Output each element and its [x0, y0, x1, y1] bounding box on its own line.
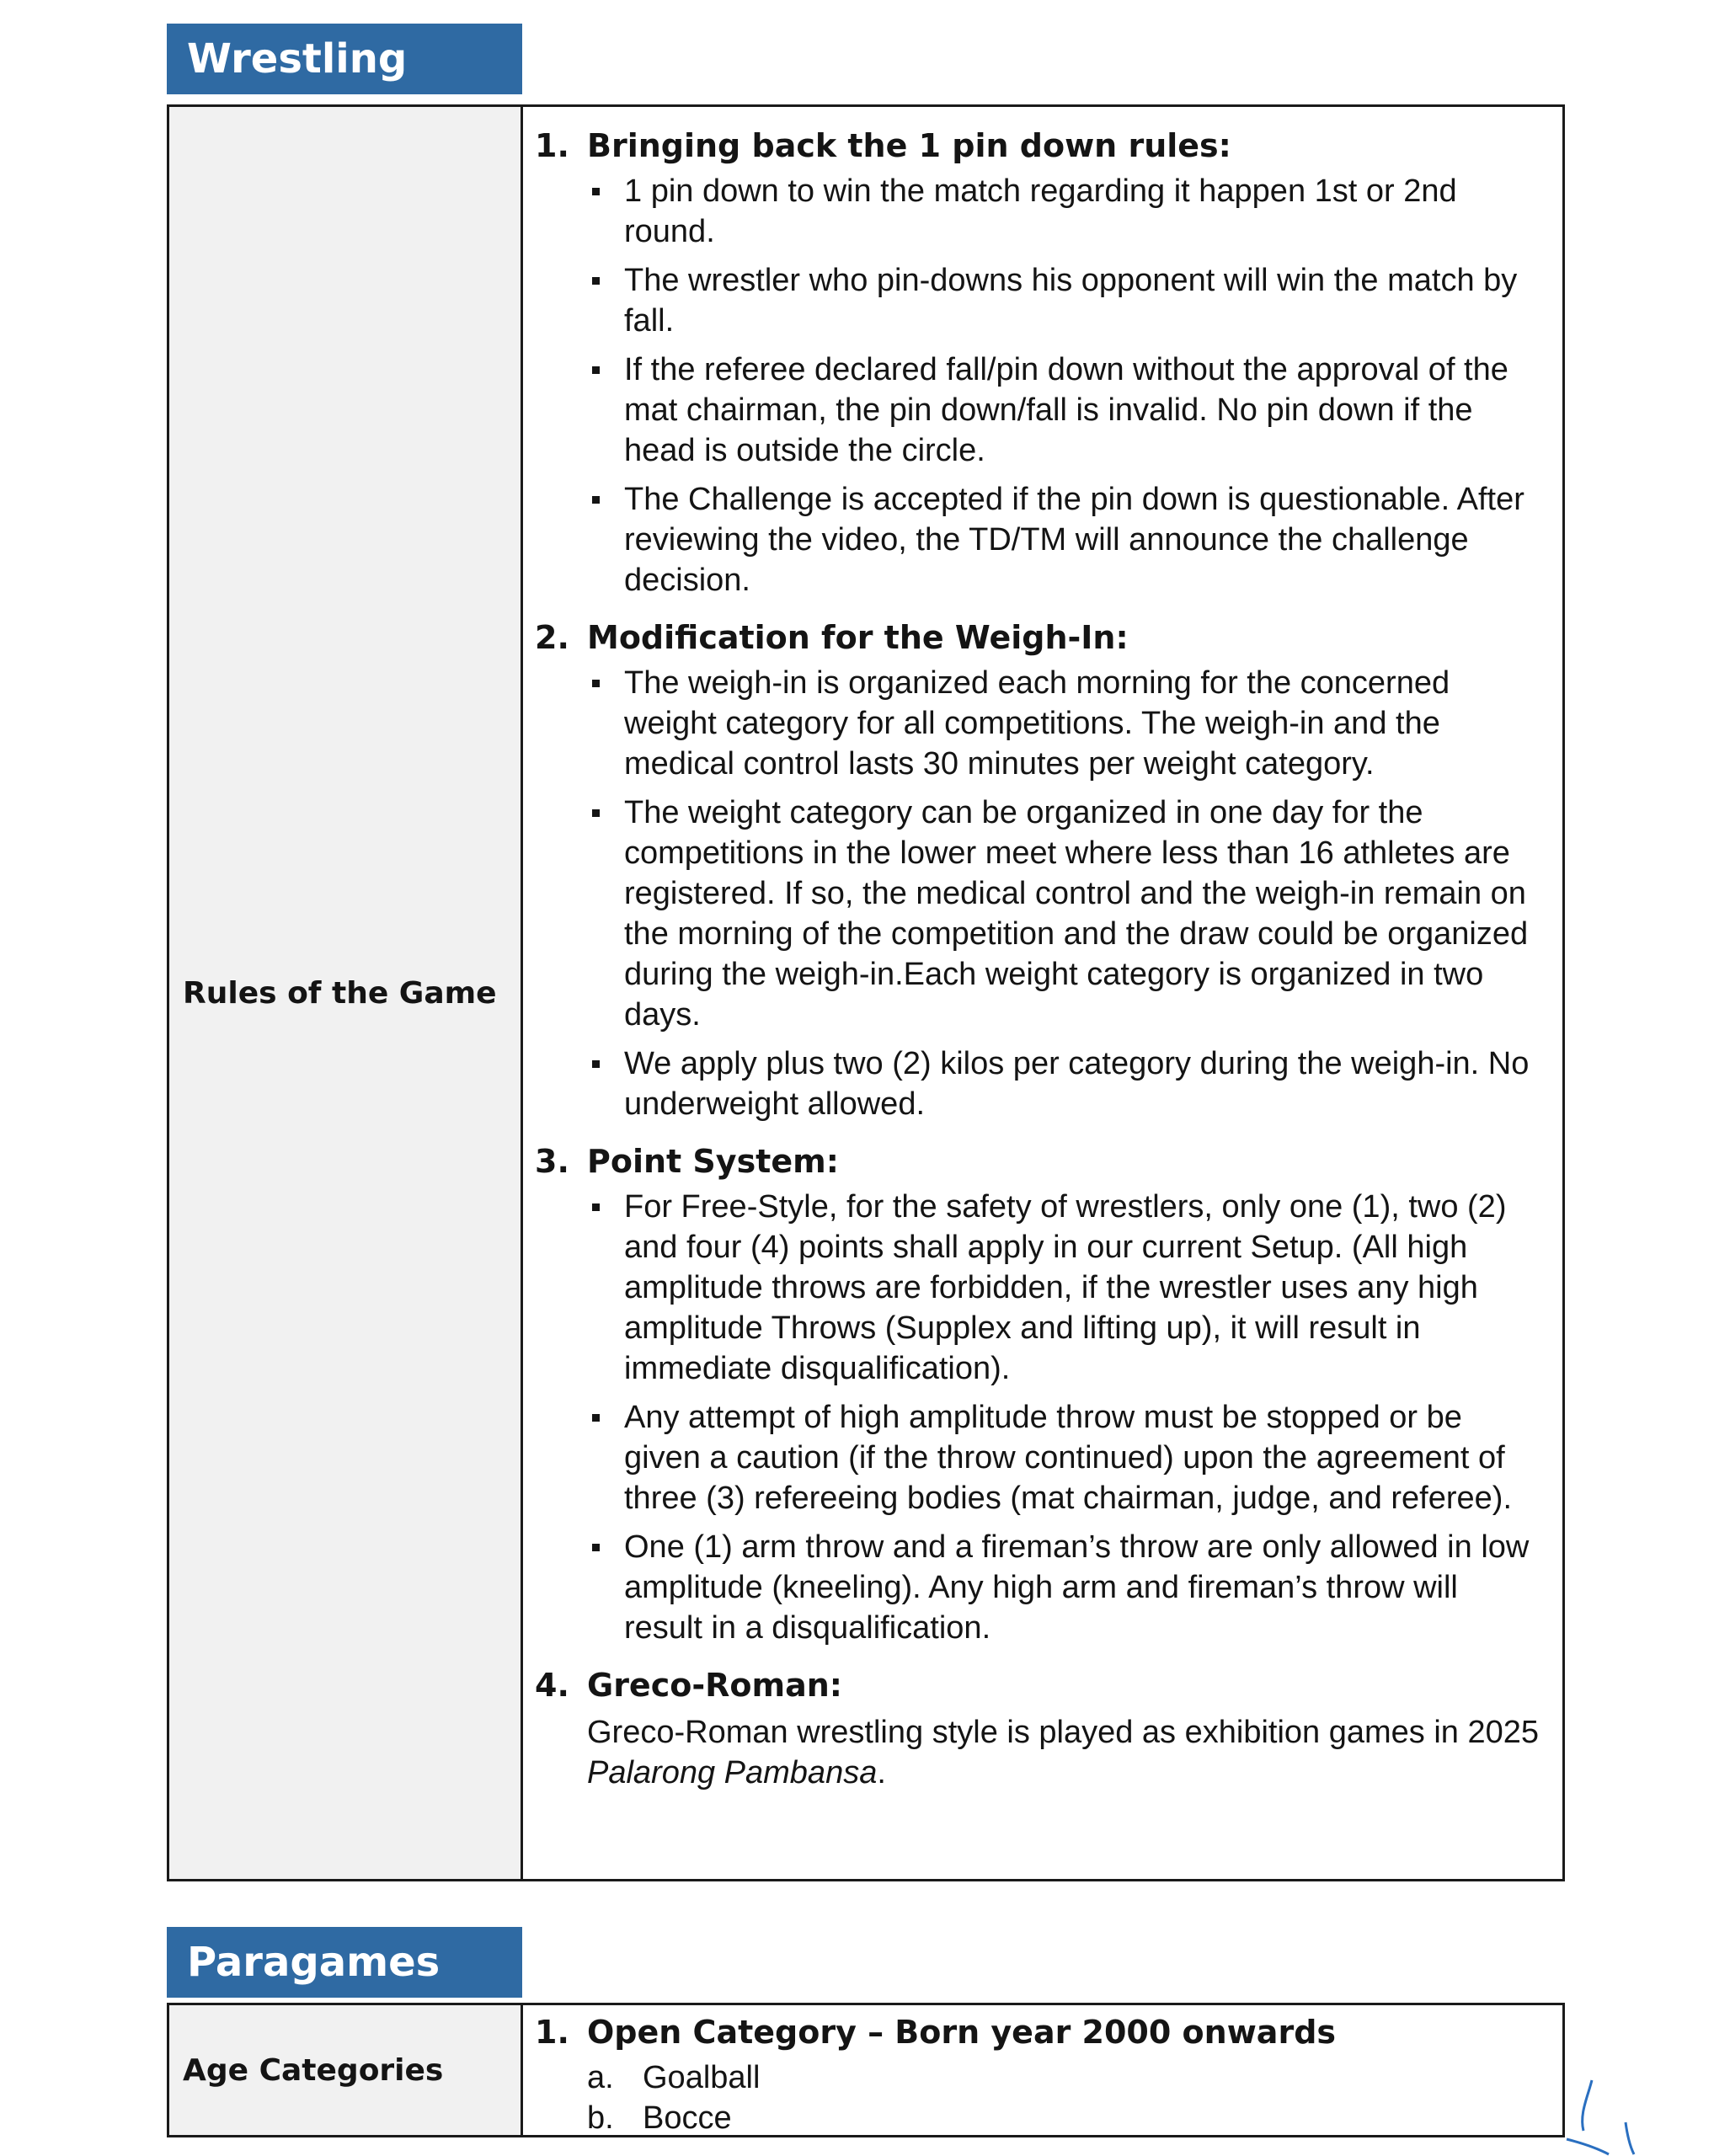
rule-3-bullets	[535, 1187, 1542, 1648]
bullet-text: We apply plus two (2) kilos per category during the weigh-in. No underweight allowed.	[624, 1046, 1530, 1122]
bullet-text: The Challenge is accepted if the pin down is questionable. After reviewing the video, the TD/TM will announce the challenge decision.	[624, 482, 1524, 598]
rule-4-heading	[535, 1665, 1542, 1705]
list-item	[587, 1043, 1542, 1124]
square-bullet-icon	[587, 1187, 624, 1389]
rule-2-heading	[535, 617, 1542, 658]
rule-number: 1.	[535, 127, 569, 164]
age-categories-label-cell	[169, 2005, 523, 2135]
list-item	[587, 2057, 1542, 2098]
bullet-text: The wrestler who pin-downs his opponent will win the match by fall.	[624, 263, 1518, 339]
rule-3-heading	[535, 1141, 1542, 1182]
item-title: Open Category – Born year 2000 onwards	[587, 2014, 1337, 2051]
list-item	[587, 350, 1542, 471]
square-bullet-icon	[587, 792, 624, 1035]
list-item	[587, 479, 1542, 600]
list-item	[587, 2098, 1542, 2138]
list-item	[587, 1397, 1542, 1518]
square-bullet-icon	[587, 1397, 624, 1518]
rules-of-the-game-label: Rules of the Game	[183, 975, 497, 1011]
square-bullet-icon	[587, 350, 624, 471]
bullet-text: If the referee declared fall/pin down without the approval of the mat chairman, the pin down/fall is invalid. No pin down if the head is outside the circle.	[624, 352, 1508, 468]
palarong-pambansa-italic: Palarong Pambansa	[587, 1755, 878, 1790]
rule-3	[535, 1141, 1542, 1648]
square-bullet-icon	[587, 171, 624, 252]
bullet-text: 1 pin down to win the match regarding it happen 1st or 2nd round.	[624, 173, 1457, 249]
square-bullet-icon	[587, 1527, 624, 1648]
bullet-text: The weight category can be organized in one day for the competitions in the lower meet where less than 16 athletes are registered. If so, the medical control and the weigh-in remain on the morning of the competition and the draw could be organized during the weigh-in.Each weight category is organized in two days.	[624, 795, 1529, 1033]
rules-label-cell	[169, 107, 523, 1879]
list-item	[587, 260, 1542, 341]
rule-1-bullets	[535, 171, 1542, 600]
wrestling-rules-table	[167, 104, 1565, 1881]
paragames-table	[167, 2003, 1565, 2137]
list-marker: a.	[587, 2060, 614, 2095]
rule-4	[535, 1665, 1542, 1793]
list-item	[587, 1187, 1542, 1389]
rule-title: Bringing back the 1 pin down rules:	[587, 127, 1231, 164]
square-bullet-icon	[587, 260, 624, 341]
bullet-text: The weigh-in is organized each morning for the concerned weight category for all competitions. The weigh-in and the medical control lasts 30 minutes per weight category.	[624, 665, 1450, 782]
rule-title: Modification for the Weigh-In:	[587, 619, 1129, 656]
rule-number: 4.	[535, 1667, 569, 1704]
rule-title: Greco-Roman:	[587, 1667, 842, 1704]
square-bullet-icon	[587, 479, 624, 600]
rule-1-heading	[535, 125, 1542, 166]
list-text: Goalball	[643, 2060, 761, 2095]
bullet-text: For Free-Style, for the safety of wrestlers, only one (1), two (2) and four (4) points shall apply in our current Setup. (All high amplitude throws are forbidden, if the wrestler uses any high amplitude Throws (Supplex and lifting up), it will result in immediate disqualification).	[624, 1189, 1507, 1386]
sport-list	[535, 2057, 1542, 2138]
item-number: 1.	[535, 2014, 569, 2051]
list-marker: b.	[587, 2100, 614, 2136]
age-categories-label: Age Categories	[183, 2052, 444, 2088]
bullet-text: Any attempt of high amplitude throw must be stopped or be given a caution (if the throw continued) upon the agreement of three (3) refereeing bodies (mat chairman, judge, and referee).	[624, 1400, 1512, 1516]
open-category-heading	[535, 2012, 1542, 2052]
rule-title: Point System:	[587, 1143, 839, 1180]
rule-number: 3.	[535, 1143, 569, 1180]
age-categories-content-cell	[523, 2005, 1562, 2135]
rule-1	[535, 125, 1542, 600]
pen-mark-icon	[1550, 2072, 1651, 2156]
square-bullet-icon	[587, 663, 624, 784]
list-text: Bocce	[643, 2100, 732, 2136]
list-item	[587, 171, 1542, 252]
square-bullet-icon	[587, 1043, 624, 1124]
paragraph-text: Greco-Roman wrestling style is played as exhibition games in 2025	[587, 1715, 1539, 1750]
bullet-text: One (1) arm throw and a fireman’s throw are only allowed in low amplitude (kneeling). Any high arm and fireman’s throw will result in a disqualification.	[624, 1529, 1530, 1646]
list-item	[587, 663, 1542, 784]
list-item	[587, 1527, 1542, 1648]
rule-2	[535, 617, 1542, 1124]
rules-content-cell	[523, 107, 1562, 1879]
greco-roman-paragraph	[535, 1712, 1542, 1793]
paragraph-end: .	[877, 1755, 886, 1790]
paragames-section-header: Paragames	[167, 1927, 522, 1998]
wrestling-section-header: Wrestling	[167, 24, 522, 94]
list-item	[587, 792, 1542, 1035]
rule-2-bullets	[535, 663, 1542, 1124]
rule-number: 2.	[535, 619, 569, 656]
